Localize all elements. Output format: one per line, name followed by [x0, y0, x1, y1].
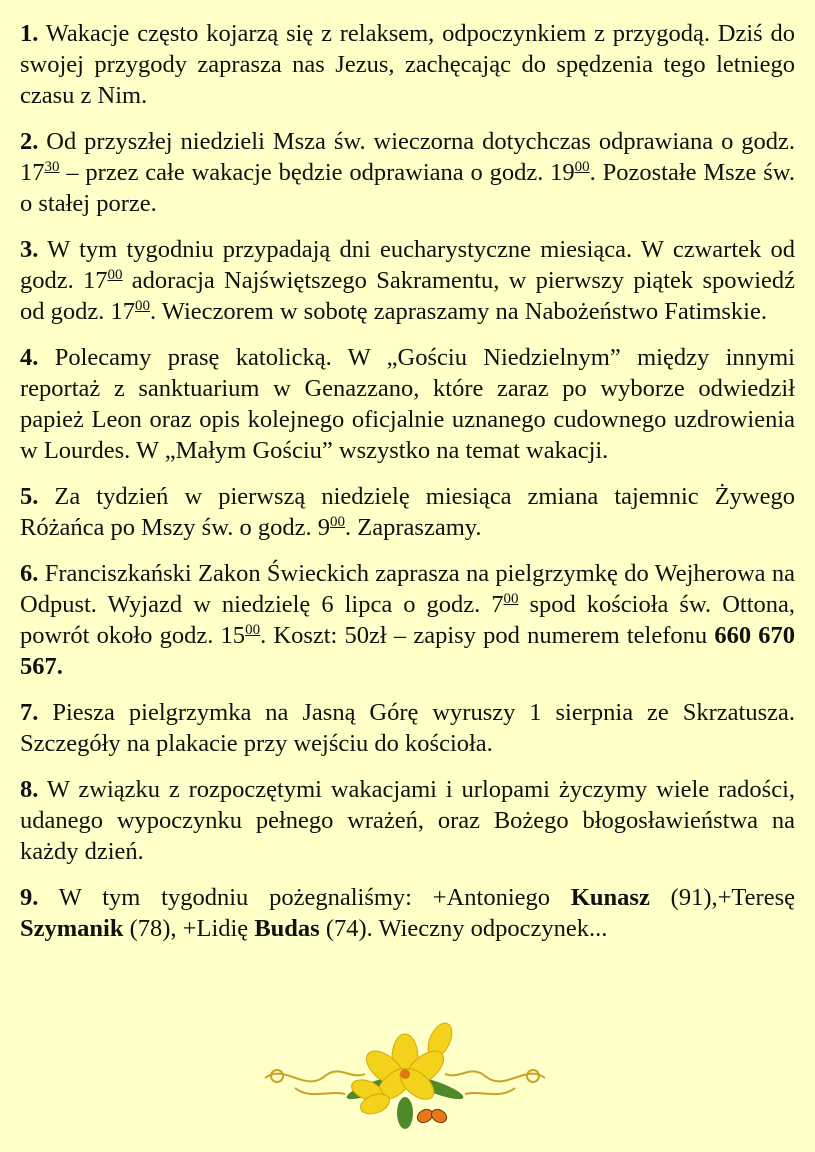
item-text: spod kościoła św. Ottona, powrót około godz. 15 — [20, 591, 795, 649]
time-minutes: 30 — [44, 159, 60, 175]
item-text: (78), +Lidię — [123, 915, 255, 942]
item-text: Polecamy prasę katolicką. W „Gościu Niedzielnym” między innymi reportaż z sanktuarium w Genazzano, które zaraz po wyborze odwiedził papież Leon oraz opis kolejnego oficjalnie uznanego cudownego uzdrowienia w Lourdes. W „Małym Gościu” wszystko na temat wakacji. — [20, 344, 795, 464]
deceased-surname: Szymanik — [20, 915, 124, 942]
announcement-3 — [20, 234, 795, 327]
item-number: 4. — [20, 344, 39, 371]
lily-flower-ornament-icon — [255, 1018, 555, 1130]
time-minutes: 00 — [135, 298, 150, 314]
time-minutes: 00 — [574, 159, 590, 175]
item-text: Piesza pielgrzymka na Jasną Górę wyruszy 1 sierpnia ze Skrzatusza. Szczegóły na plakacie przy wejściu do kościoła. — [20, 699, 795, 757]
item-text: . Wieczorem w sobotę zapraszamy na Nabożeństwo Fatimskie. — [150, 298, 767, 325]
deceased-surname: Budas — [254, 915, 320, 942]
phone-number: 660 670 567. — [20, 622, 796, 680]
item-number: 7. — [20, 699, 39, 726]
item-number: 8. — [20, 776, 39, 803]
deceased-surname: Kunasz — [570, 884, 650, 911]
announcement-1 — [20, 18, 795, 111]
item-text: . Koszt: 50zł – zapisy pod numerem telefonu — [260, 622, 715, 649]
item-number: 1. — [20, 20, 39, 47]
item-text: (91),+Teresę — [649, 884, 795, 911]
time-minutes: 00 — [107, 267, 123, 283]
item-text: adoracja Najświętszego Sakramentu, w pierwszy piątek spowiedź od godz. 17 — [20, 267, 795, 325]
item-text: Wakacje często kojarzą się z relaksem, odpoczynkiem z przygodą. Dziś do swojej przygody zaprasza nas Jezus, zachęcając do spędzenia tego letniego czasu z Nim. — [20, 20, 795, 109]
announcement-7 — [20, 697, 795, 759]
item-text: . Pozostałe Msze św. o stałej porze. — [20, 159, 795, 217]
item-text: (74). Wieczny odpoczynek... — [319, 915, 608, 942]
announcement-6 — [20, 558, 795, 682]
item-text: W tym tygodniu pożegnaliśmy: +Antoniego — [38, 884, 571, 911]
time-minutes: 00 — [330, 514, 346, 530]
announcement-2 — [20, 126, 795, 219]
item-text: Za tydzień w pierwszą niedzielę miesiąca zmiana tajemnic Żywego Różańca po Mszy św. o godz. 9 — [20, 483, 795, 541]
announcement-8 — [20, 774, 795, 867]
item-number: 3. — [20, 236, 39, 263]
item-text: Franciszkański Zakon Świeckich zaprasza na pielgrzymkę do Wejherowa na Odpust. Wyjazd w niedzielę 6 lipca o godz. 7 — [20, 560, 795, 618]
announcement-9 — [20, 882, 795, 944]
item-number: 5. — [20, 483, 39, 510]
item-text: Od przyszłej niedzieli Msza św. wieczorna dotychczas odprawiana o godz. 17 — [20, 128, 795, 186]
item-number: 2. — [20, 128, 39, 155]
item-text: . Zapraszamy. — [345, 514, 482, 541]
item-number: 9. — [20, 884, 39, 911]
announcement-4 — [20, 342, 795, 466]
announcement-5 — [20, 481, 795, 543]
item-text: W związku z rozpoczętymi wakacjami i urlopami życzymy wiele radości, udanego wypoczynku pełnego wrażeń, oraz Bożego błogosławieństwa na każdy dzień. — [20, 776, 795, 865]
time-minutes: 00 — [503, 591, 519, 607]
item-number: 6. — [20, 560, 39, 587]
item-text: W tym tygodniu przypadają dni eucharystyczne miesiąca. W czwartek od godz. 17 — [20, 236, 795, 294]
item-text: – przez całe wakacje będzie odprawiana o godz. 19 — [59, 159, 575, 186]
time-minutes: 00 — [245, 622, 261, 638]
